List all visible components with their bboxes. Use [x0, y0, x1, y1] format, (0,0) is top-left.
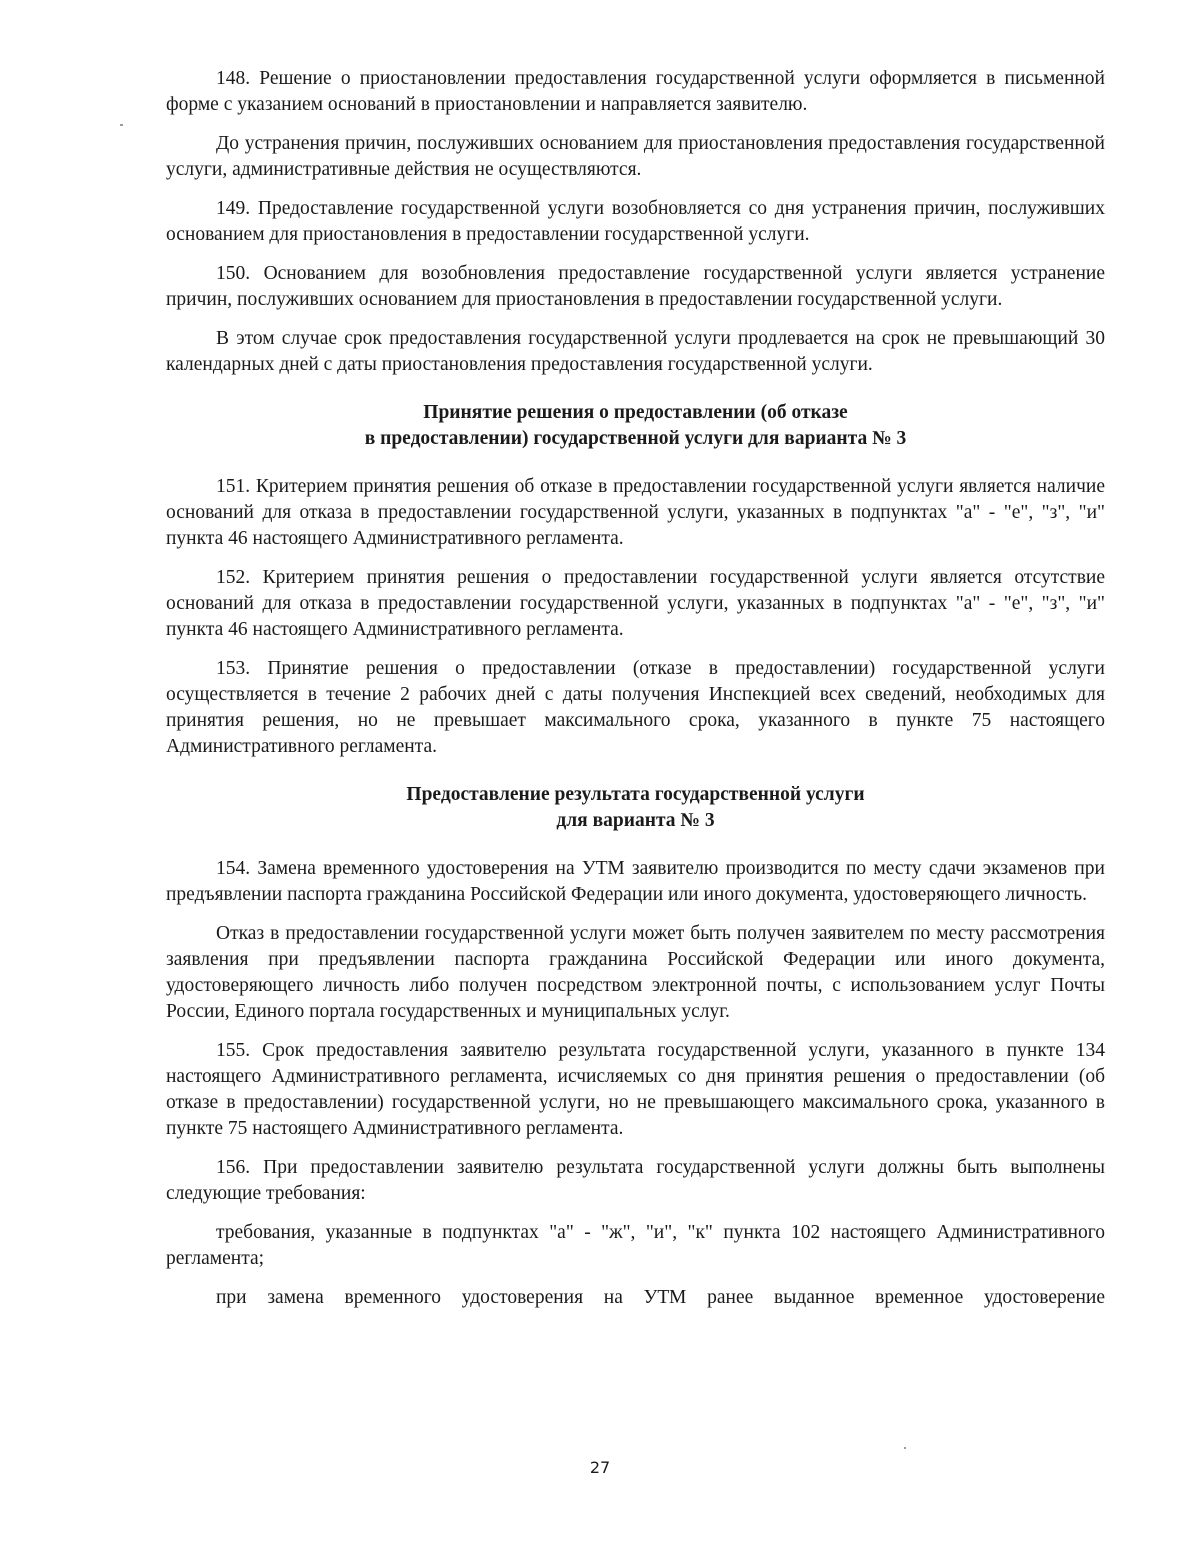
section-heading-decision-line2: в предоставлении) государственной услуги для варианта № 3: [364, 428, 907, 449]
paragraph-152: 152. Критерием принятия решения о предоставлении государственной услуги является отсутствие оснований для отказа в предоставлении государственной услуги, указанных в подпунктах "а" - "е", "з", "и" пункта 46 настоящего Административного регламента.: [166, 567, 1105, 640]
paragraph-153: 153. Принятие решения о предоставлении (отказе в предоставлении) государственной услуги осуществляется в течение 2 рабочих дней с даты получения Инспекцией всех сведений, необходимых для принятия решения, но не превышает максимального срока, указанного в пункте 75 настоящего Административного регламента.: [166, 658, 1105, 757]
paragraph-151: 151. Критерием принятия решения об отказе в предоставлении государственной услуги является наличие оснований для отказа в предоставлении государственной услуги, указанных в подпунктах "а" - "е", "з", "и" пункта 46 настоящего Административного регламента.: [166, 476, 1105, 549]
paragraph-149: 149. Предоставление государственной услуги возобновляется со дня устранения причин, послуживших основанием для приостановления в предоставлении государственной услуги.: [166, 198, 1105, 245]
paragraph-148-continuation: До устранения причин, послуживших основанием для приостановления предоставления государственной услуги, административные действия не осуществляются.: [166, 133, 1105, 180]
scan-speck: [904, 1447, 906, 1449]
section-heading-result-line1: Предоставление результата государственной услуги: [406, 784, 865, 805]
paragraph-154: 154. Замена временного удостоверения на УТМ заявителю производится по месту сдачи экзаменов при предъявлении паспорта гражданина Российской Федерации или иного документа, удостоверяющего личность.: [166, 858, 1105, 905]
document-body: [166, 66, 1105, 1324]
section-heading-decision-line1: Принятие решения о предоставлении (об отказе: [423, 402, 848, 423]
section-heading-result: [166, 782, 1105, 834]
paragraph-156: 156. При предоставлении заявителю результата государственной услуги должны быть выполнены следующие требования:: [166, 1157, 1105, 1204]
page-number: 27: [589, 1458, 611, 1477]
section-heading-decision: [166, 400, 1105, 452]
paragraph-154-continuation: Отказ в предоставлении государственной услуги может быть получен заявителем по месту рассмотрения заявления при предъявлении паспорта гражданина Российской Федерации или иного документа, удостоверяющего личность либо получен посредством электронной почты, с использованием услуг Почты России, Единого портала государственных и муниципальных услуг.: [166, 923, 1105, 1022]
paragraph-150: 150. Основанием для возобновления предоставление государственной услуги является устранение причин, послуживших основанием для приостановления в предоставлении государственной услуги.: [166, 263, 1105, 310]
paragraph-156-item-1: требования, указанные в подпунктах "а" - "ж", "и", "к" пункта 102 настоящего Административного регламента;: [166, 1222, 1105, 1269]
paragraph-155: 155. Срок предоставления заявителю результата государственной услуги, указанного в пункте 134 настоящего Административного регламента, исчисляемых со дня принятия решения о предоставлении (об отказе в предоставлении) государственной услуги, но не превышающего максимального срока, указанного в пункте 75 настоящего Административного регламента.: [166, 1040, 1105, 1139]
paragraph-150-continuation: В этом случае срок предоставления государственной услуги продлевается на срок не превышающий 30 календарных дней с даты приостановления предоставления государственной услуги.: [166, 328, 1105, 375]
section-heading-result-line2: для варианта № 3: [556, 810, 715, 831]
paragraph-156-item-2: при замена временного удостоверения на УТМ ранее выданное временное удостоверение: [216, 1287, 1105, 1308]
scan-speck: [120, 124, 123, 126]
paragraph-148: 148. Решение о приостановлении предоставления государственной услуги оформляется в письменной форме с указанием оснований в приостановлении и направляется заявителю.: [166, 68, 1105, 115]
